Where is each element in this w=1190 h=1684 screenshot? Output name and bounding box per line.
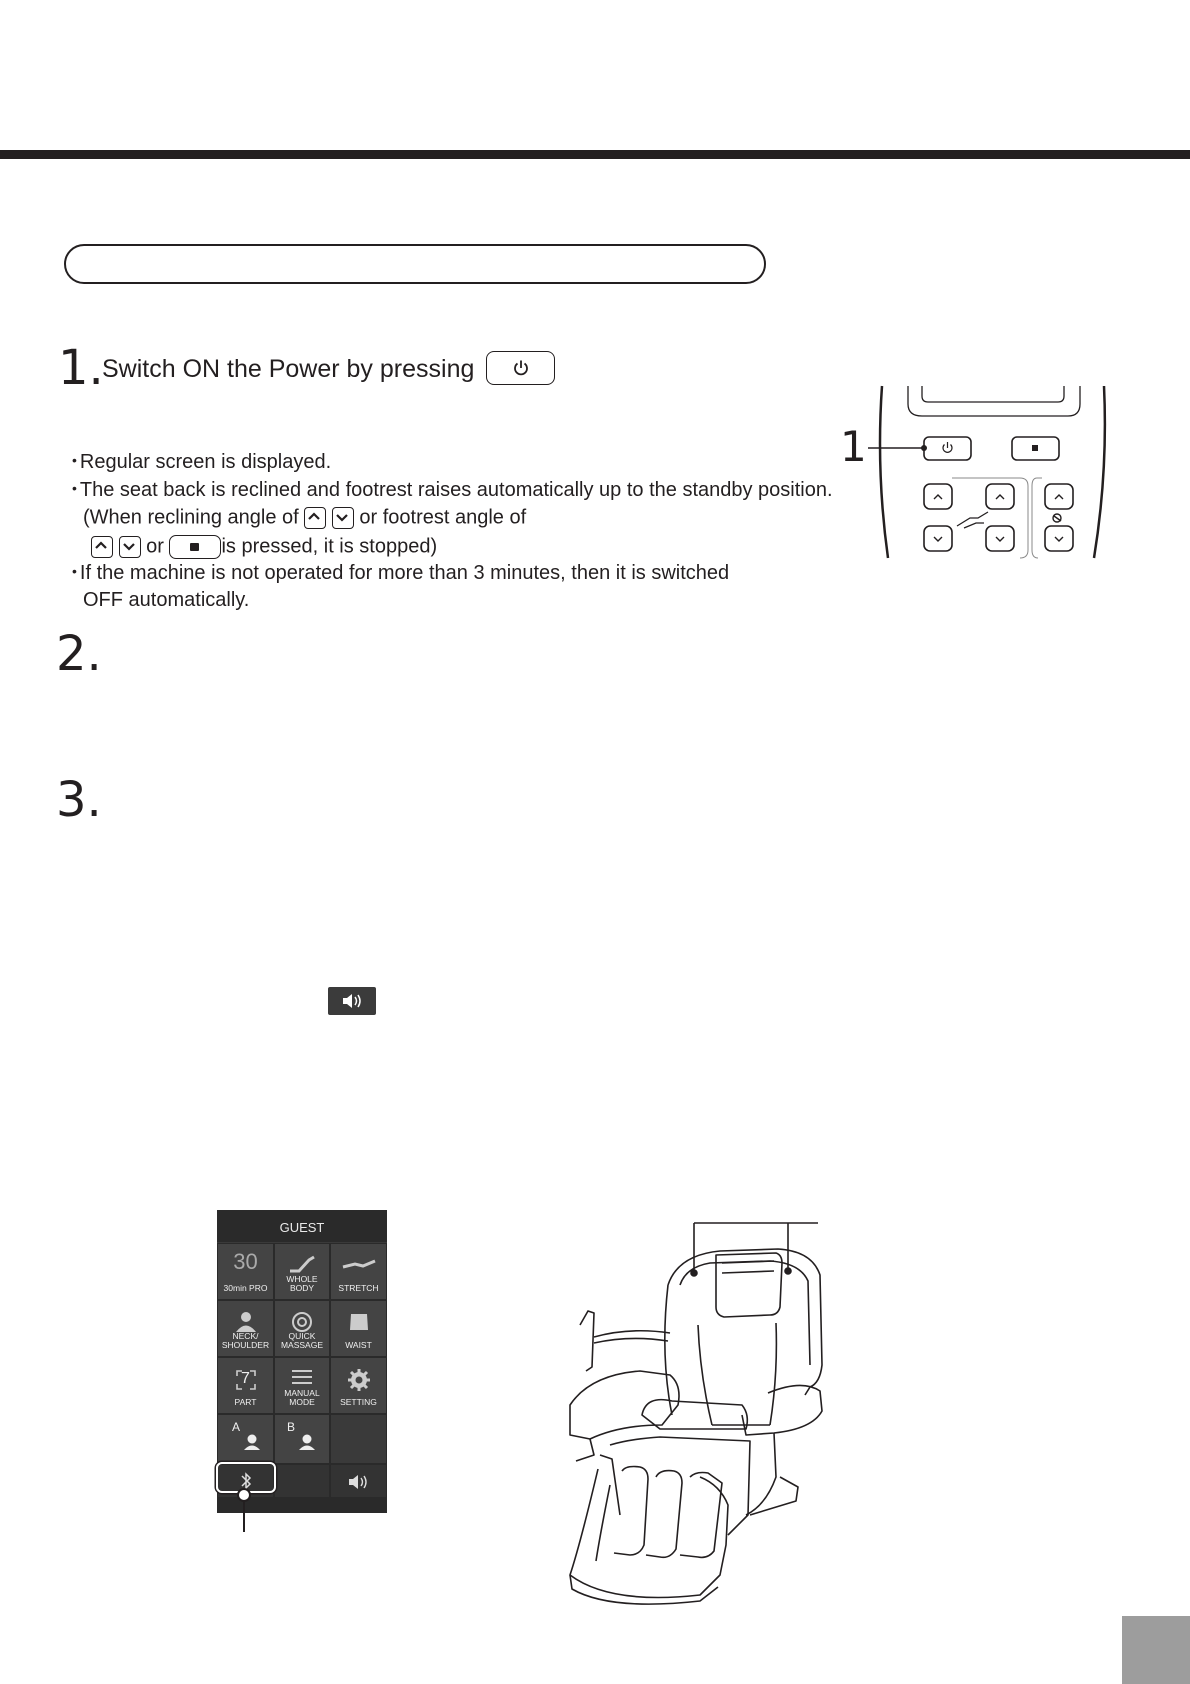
bluetooth-callout-line [243, 1502, 245, 1532]
tile-setting[interactable]: SETTING [330, 1357, 387, 1414]
30-icon: 30 [233, 1249, 258, 1274]
volume-icon [346, 1473, 372, 1491]
quick-massage-icon [290, 1311, 314, 1333]
bullet-auto-off: • If the machine is not operated for more than 3 minutes, then it is switched [72, 562, 730, 584]
step-1-number: 1. [58, 340, 104, 396]
header-rule [0, 150, 1190, 159]
empty-slot [330, 1414, 387, 1464]
panel-title: GUEST [217, 1210, 387, 1242]
user-b-label: B [287, 1420, 296, 1434]
bullet-seat-back-line2: (When reclining angle of or footrest angle of [83, 506, 527, 529]
neck-shoulder-icon [234, 1311, 258, 1333]
part-seven: 7 [241, 1370, 250, 1387]
gear-icon [347, 1368, 371, 1392]
footrest-up-icon [91, 536, 113, 558]
bullet-auto-off-line2: OFF automatically. [83, 589, 250, 611]
tile-30min-pro[interactable]: 30 30min PRO [217, 1243, 274, 1300]
blank-button [274, 1464, 330, 1498]
step-1-title: Switch ON the Power by pressing [102, 355, 475, 383]
step-3-number: 3. [56, 772, 102, 828]
tile-stretch[interactable]: STRETCH [330, 1243, 387, 1300]
user-icon [243, 1433, 261, 1451]
stretch-icon [341, 1254, 377, 1274]
bullet-seat-back-line3: or is pressed, it is stopped) [91, 535, 437, 559]
whole-body-icon [287, 1254, 317, 1274]
section-banner [64, 244, 766, 284]
tile-manual-mode[interactable]: MANUAL MODE [274, 1357, 330, 1414]
tile-part[interactable]: 7 PART [217, 1357, 274, 1414]
step-2-number: 2. [56, 626, 102, 682]
remote-callout-1: 1 [840, 422, 867, 471]
user-b-button[interactable] [274, 1414, 330, 1464]
recline-down-icon [332, 507, 354, 529]
tile-waist[interactable]: WAIST [330, 1300, 387, 1357]
tile-whole-body[interactable]: WHOLE BODY [274, 1243, 330, 1300]
page-tab [1122, 1616, 1190, 1684]
massage-chair-illustration [550, 1215, 830, 1605]
volume-key-icon [328, 987, 376, 1015]
power-key-icon [486, 351, 555, 385]
recline-up-icon [304, 507, 326, 529]
stop-key-icon [169, 535, 221, 559]
waist-icon [347, 1311, 371, 1333]
user-icon [298, 1433, 316, 1451]
menu-icon [290, 1368, 314, 1388]
bluetooth-callout-dot [237, 1488, 251, 1502]
volume-button[interactable] [330, 1464, 387, 1498]
tile-neck-shoulder[interactable]: NECK/ SHOULDER [217, 1300, 274, 1357]
remote-control-illustration [832, 382, 1112, 562]
tile-quick-massage[interactable]: QUICK MASSAGE [274, 1300, 330, 1357]
bullet-seat-back: • The seat back is reclined and footrest raises automatically up to the standby position. [72, 479, 833, 501]
footrest-down-icon [119, 536, 141, 558]
user-a-label: A [232, 1420, 241, 1434]
bullet-regular-screen: • Regular screen is displayed. [72, 451, 332, 473]
user-a-button[interactable] [217, 1414, 274, 1464]
